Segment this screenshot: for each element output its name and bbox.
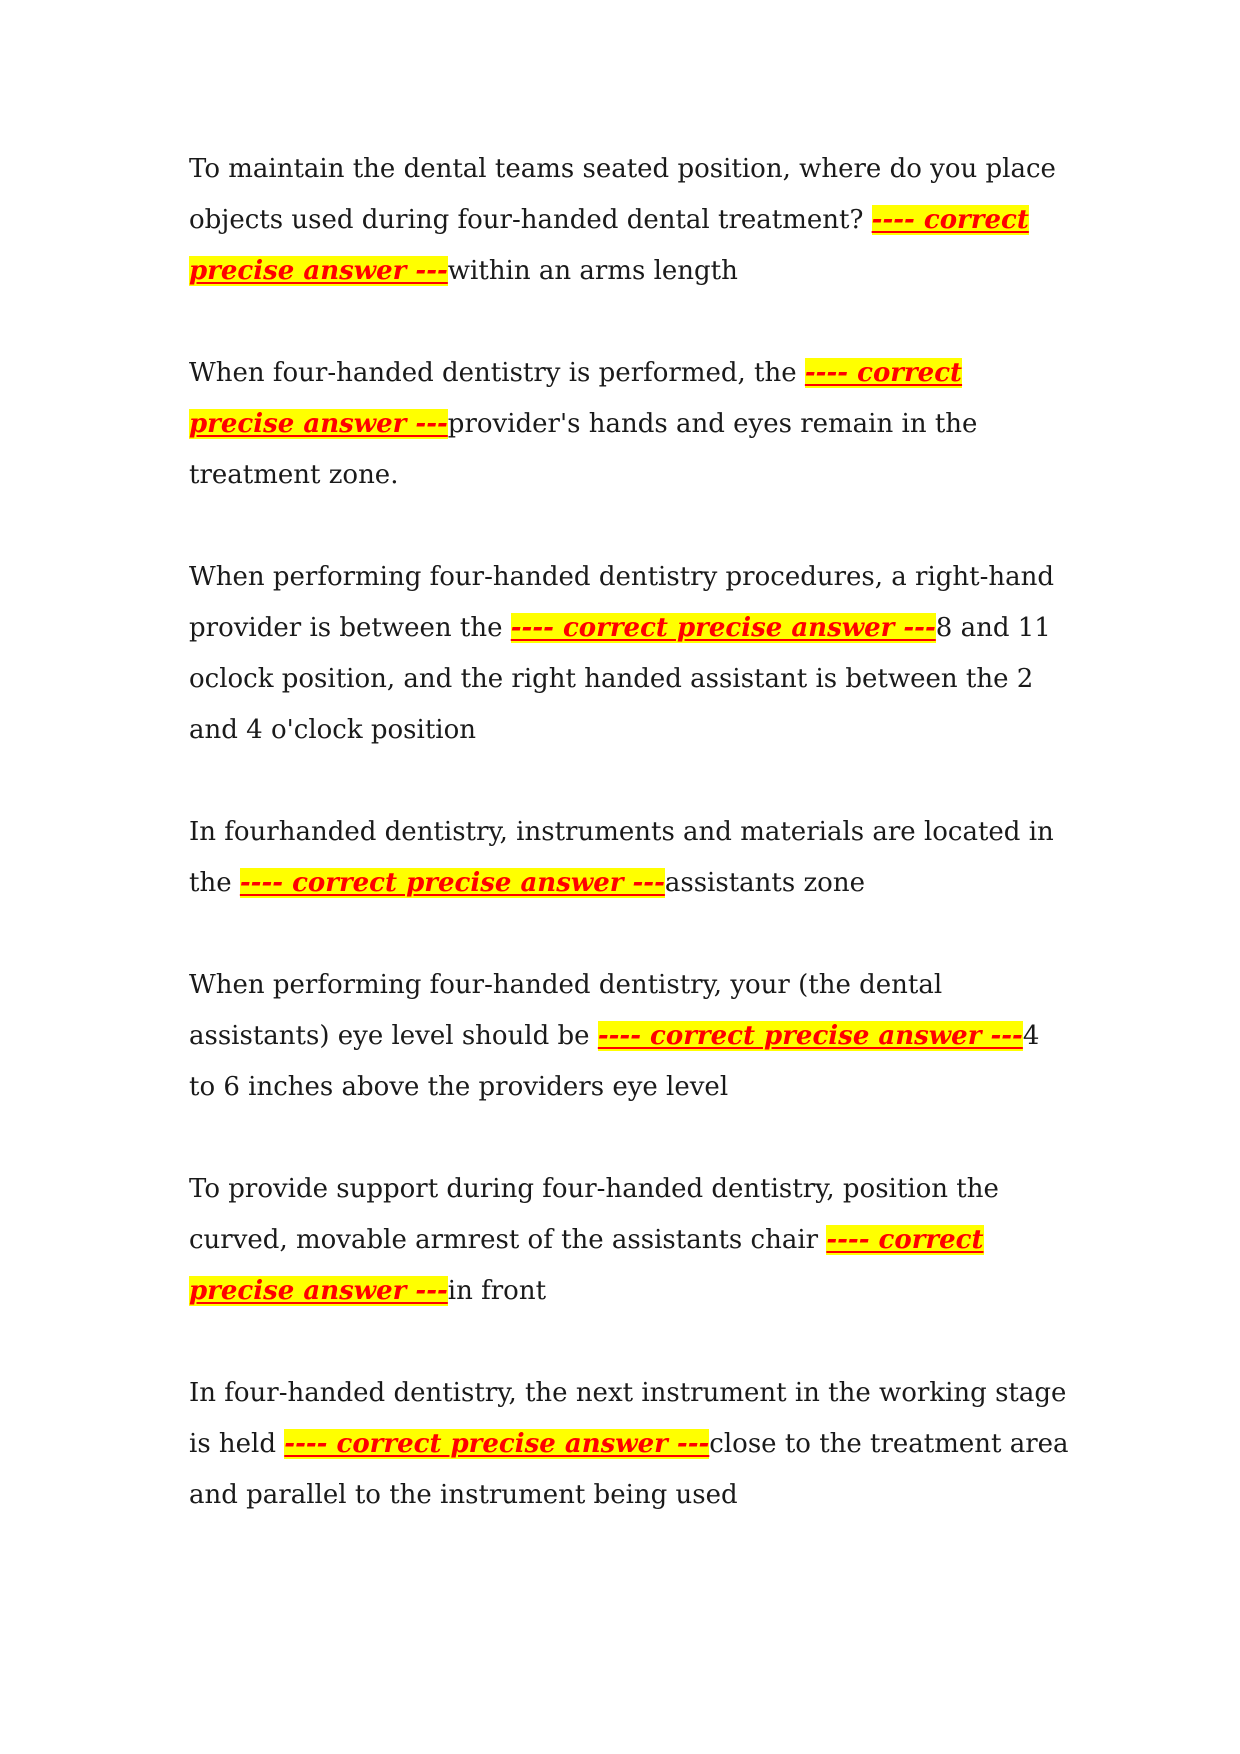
qa-item-5 xyxy=(189,960,1069,1113)
qa-item-3 xyxy=(189,552,1069,756)
qa-item-4 xyxy=(189,807,1069,909)
answer-marker: ---- correct precise answer --- xyxy=(239,868,665,898)
question-text: In four-handed dentistry, the next instrument in the working stage is held xyxy=(189,1378,1067,1459)
answer-marker: ---- correct precise answer --- xyxy=(510,613,936,643)
question-text: When four-handed dentistry is performed, the xyxy=(189,358,805,388)
question-text: In fourhanded dentistry, instruments and materials are located in the xyxy=(189,817,1054,898)
answer-marker: ---- correct precise answer --- xyxy=(189,358,963,439)
qa-item-6 xyxy=(189,1164,1069,1317)
answer-marker: ---- correct precise answer --- xyxy=(189,205,1029,286)
qa-list xyxy=(189,144,1069,1572)
question-text: To provide support during four-handed dentistry, position the curved, movable armrest of the assistants chair xyxy=(189,1174,999,1255)
answer-text: 8 and 11 oclock position, and the right handed assistant is between the 2 and 4 o'clock position xyxy=(189,613,1051,745)
answer-text: assistants zone xyxy=(664,868,865,898)
question-text: When performing four-handed dentistry procedures, a right-hand provider is between the xyxy=(189,562,1055,643)
answer-text: close to the treatment area and parallel to the instrument being used xyxy=(189,1429,1069,1510)
qa-item-7 xyxy=(189,1368,1069,1521)
answer-marker: ---- correct precise answer --- xyxy=(597,1021,1023,1051)
answer-text: within an arms length xyxy=(447,256,738,286)
answer-text: in front xyxy=(447,1276,547,1306)
qa-item-1 xyxy=(189,144,1069,297)
answer-marker: ---- correct precise answer --- xyxy=(189,1225,984,1306)
answer-marker: ---- correct precise answer --- xyxy=(284,1429,710,1459)
answer-text: 4 to 6 inches above the providers eye level xyxy=(189,1021,1040,1102)
question-text: To maintain the dental teams seated position, where do you place objects used during four-handed dental treatment? xyxy=(189,154,1056,235)
qa-item-2 xyxy=(189,348,1069,501)
question-text: When performing four-handed dentistry, your (the dental assistants) eye level should be xyxy=(189,970,943,1051)
answer-text: provider's hands and eyes remain in the treatment zone. xyxy=(189,409,978,490)
